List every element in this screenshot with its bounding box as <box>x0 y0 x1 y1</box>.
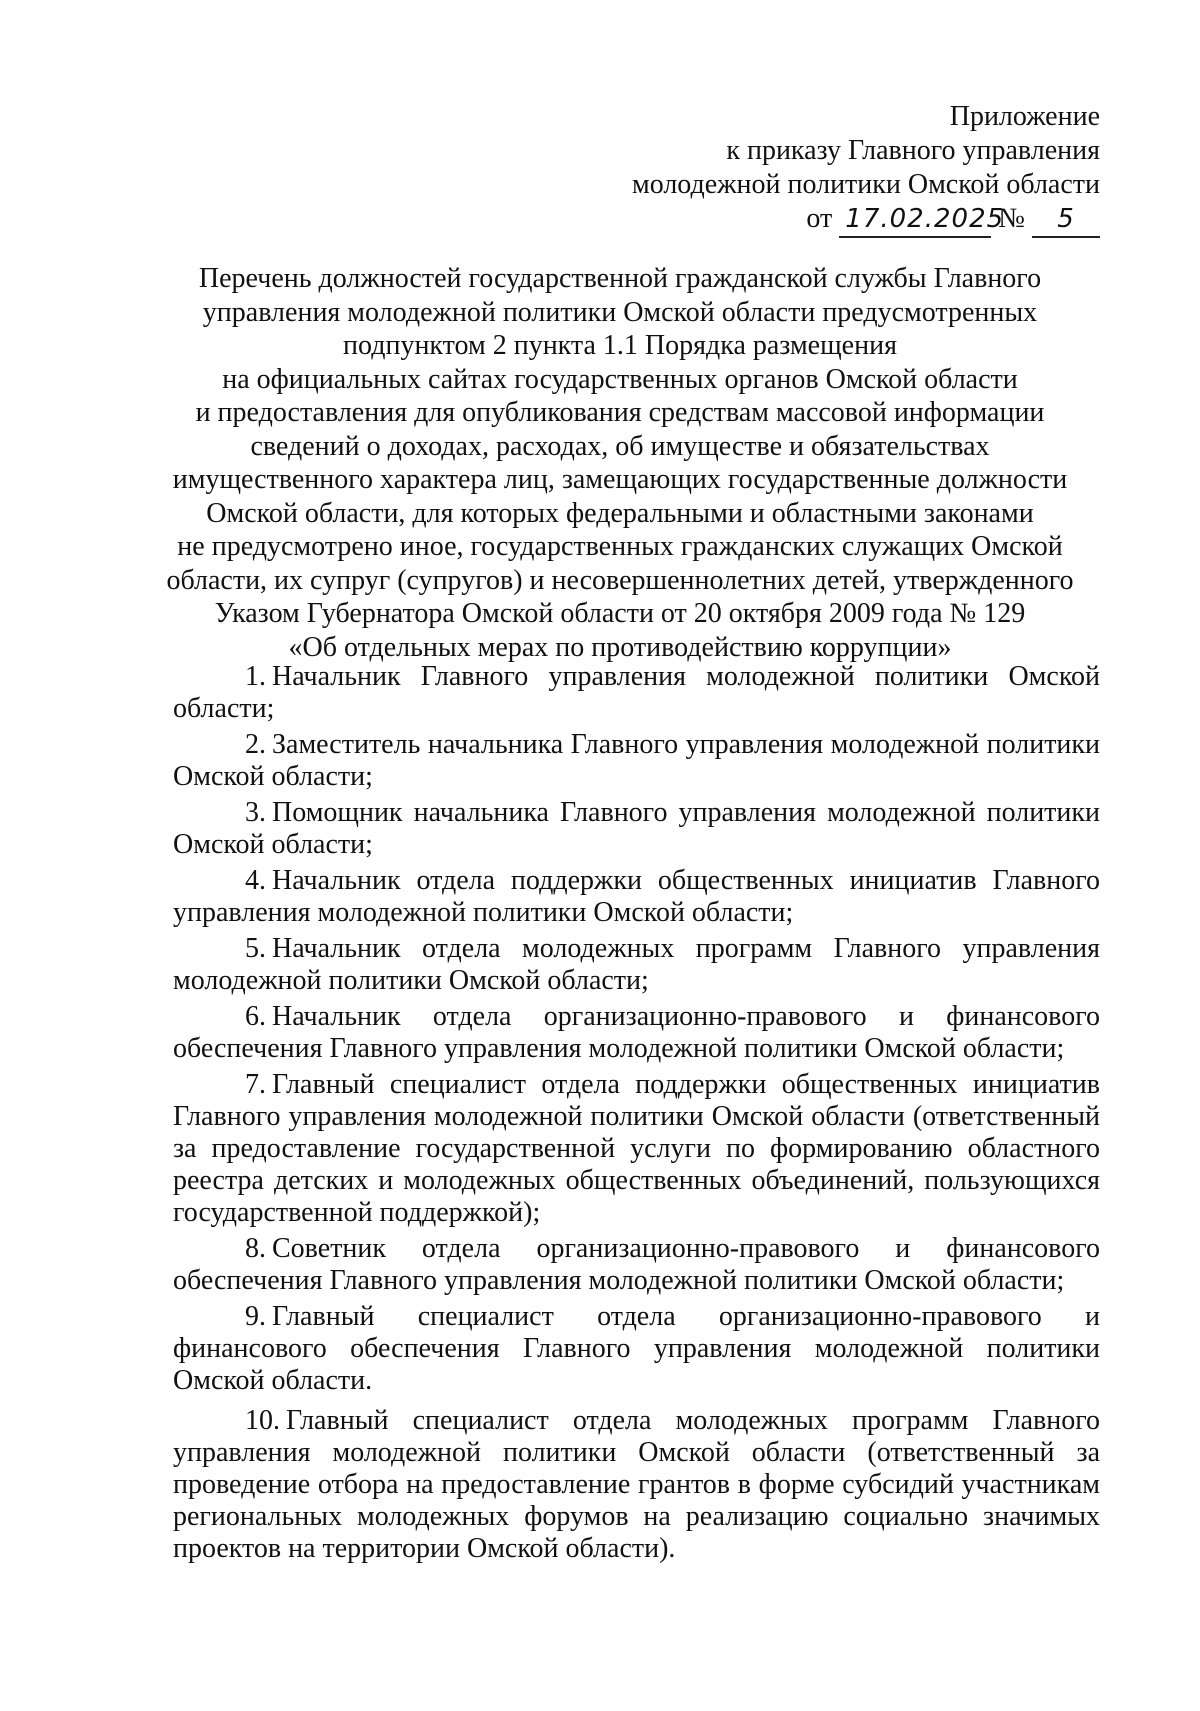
title-line: области, их супруг (супругов) и несовершеннолетних детей, утвержденного <box>166 564 1074 596</box>
issuer-name: молодежной политики Омской области <box>631 169 1100 200</box>
title-line: имущественного характера лиц, замещающих государственные должности <box>172 464 1068 495</box>
item-text: Заместитель начальника Главного управления молодежной политики Омской области; <box>173 729 1100 792</box>
title-line: на официальных сайтах государственных органов Омской области <box>222 363 1018 395</box>
item-number: 2. <box>245 729 266 760</box>
title-line: не предусмотрено иное, государственных гражданских служащих Омской <box>177 531 1063 562</box>
order-date-line <box>632 202 1100 238</box>
item-number: 7. <box>245 1069 266 1100</box>
item-number: 6. <box>245 1001 266 1032</box>
title-line: сведений о доходах, расходах, об имуществе и обязательствах <box>250 430 990 462</box>
item-text: Начальник отдела молодежных программ Главного управления молодежной политики Омской области; <box>173 933 1100 996</box>
title-line: управления молодежной политики Омской области предусмотренных <box>202 296 1038 328</box>
title-line: Указом Губернатора Омской области от 20 октября 2009 года № 129 <box>214 598 1026 629</box>
item-text: Помощник начальника Главного управления молодежной политики Омской области; <box>173 797 1100 860</box>
item-number: 9. <box>245 1301 266 1332</box>
item-number: 4. <box>245 865 266 896</box>
appendix-header <box>632 100 1100 238</box>
list-item <box>173 1405 1100 1565</box>
title-line: Перечень должностей государственной гражданской службы Главного <box>198 263 1042 294</box>
item-number: 3. <box>245 797 266 828</box>
list-item <box>173 1233 1100 1297</box>
list-item <box>173 865 1100 929</box>
item-text: Главный специалист отдела молодежных программ Главного управления молодежной политики Омской области (ответственный за проведение отбора на предоставление грантов в форме субсидий участникам региональных молодежных форумов на реализацию социально значимых проектов на территории Омской области). <box>173 1405 1100 1564</box>
item-text: Начальник Главного управления молодежной политики Омской области; <box>173 661 1100 724</box>
list-item <box>173 933 1100 997</box>
item-text: Главный специалист отдела организационно-правового и финансового обеспечения Главного управления молодежной политики Омской области. <box>173 1301 1100 1396</box>
list-item <box>173 1069 1100 1229</box>
title-line: и предоставления для опубликования средствам массовой информации <box>195 397 1045 428</box>
item-number: 5. <box>245 933 266 964</box>
order-date-handwritten: 17.02.2025 <box>839 202 991 238</box>
document-title <box>150 262 1090 664</box>
title-line: подпунктом 2 пункта 1.1 Порядка размещения <box>343 330 897 361</box>
list-item <box>173 797 1100 861</box>
list-item <box>173 661 1100 725</box>
item-number: 10. <box>245 1405 280 1436</box>
title-line: «Об отдельных мерах по противодействию коррупции» <box>288 631 952 663</box>
item-number: 1. <box>245 661 266 692</box>
date-prefix: от <box>806 203 833 234</box>
title-line: Омской области, для которых федеральными и областными законами <box>206 497 1034 529</box>
list-item <box>173 1301 1100 1397</box>
appendix-label: Приложение <box>949 101 1100 132</box>
positions-list <box>173 661 1100 1569</box>
item-text: Начальник отдела организационно-правового и финансового обеспечения Главного управления молодежной политики Омской области; <box>173 1001 1100 1064</box>
list-item <box>173 729 1100 793</box>
item-text: Начальник отдела поддержки общественных инициатив Главного управления молодежной политики Омской области; <box>173 865 1100 928</box>
order-number-handwritten: 5 <box>1032 202 1100 238</box>
item-number: 8. <box>245 1233 266 1264</box>
number-prefix: № <box>998 203 1025 234</box>
order-reference: к приказу Главного управления <box>726 135 1100 166</box>
item-text: Советник отдела организационно-правового и финансового обеспечения Главного управления молодежной политики Омской области; <box>173 1233 1100 1296</box>
list-item <box>173 1001 1100 1065</box>
item-text: Главный специалист отдела поддержки общественных инициатив Главного управления молодежной политики Омской области (ответственный за предоставление государственной услуги по формированию областного реестра детских и молодежных общественных объединений, пользующихся государственной поддержкой); <box>173 1069 1100 1228</box>
